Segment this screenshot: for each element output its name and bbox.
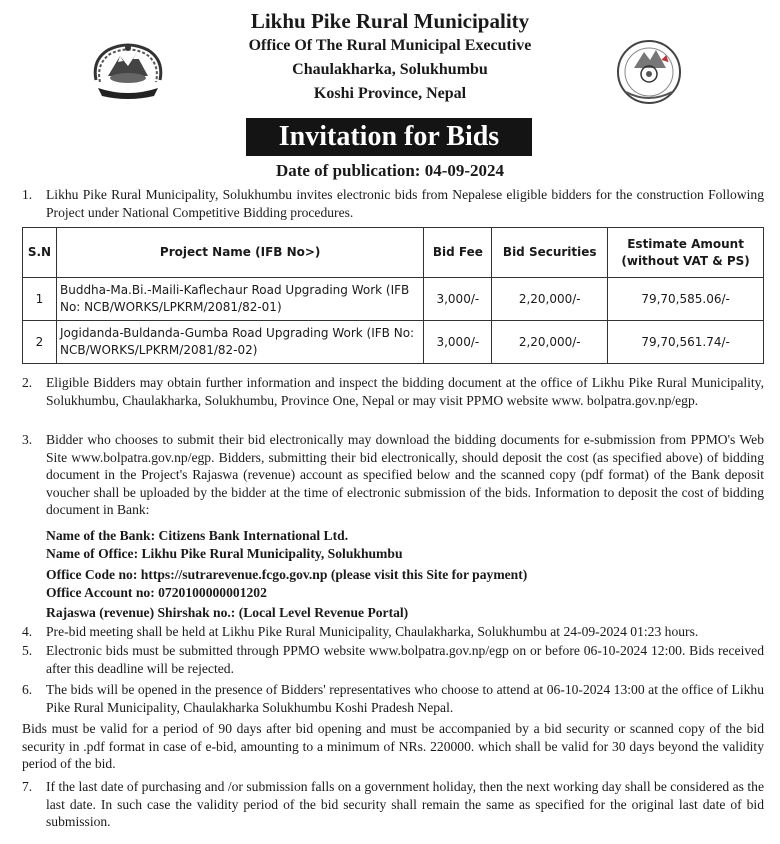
office-location: Chaulakharka, Solukhumbu (292, 61, 488, 78)
item-number: 1. (22, 187, 33, 202)
bank-account-number: Office Account no: 0720100000001202 (46, 585, 267, 600)
column-header: Project Name (IFB No>) (56, 228, 423, 278)
column-header: S.N (23, 228, 57, 278)
item-number: 7. (22, 779, 33, 794)
publication-date: Date of publication: 04-09-2024 (275, 161, 505, 180)
cell-fee: 3,000/- (424, 321, 492, 364)
cell-project: Buddha-Ma.Bi.-Maili-Kaflechaur Road Upgrading Work (IFB No: NCB/WORKS/LPKRM/2081/82-01) (56, 278, 423, 321)
cell-sn: 2 (23, 321, 57, 364)
cell-securities: 2,20,000/- (492, 278, 608, 321)
item-number: 4. (22, 624, 33, 639)
notice-title: Invitation for Bids (246, 118, 532, 156)
bid-table (22, 227, 764, 364)
item-3-text: Bidder who chooses to submit their bid electronically may download the bidding documents for e-submission from PPMO's Web Site www.bolpatra.gov.np/egp. Bidders, submitting their bid electronically, should deposit the cost (as specified above) of bidding document in the Project's Rajaswa (revenue) account as specified below and the scanned copy (pdf format) of the Bank deposit voucher shall be uploaded by the bidder at the time of electronic submission of the bids. Information to deposit the cost of bidding document in Bank: (46, 432, 764, 518)
cell-project: Jogidanda-Buldanda-Gumba Road Upgrading Work (IFB No: NCB/WORKS/LPKRM/2081/82-02) (56, 321, 423, 364)
item-number: 6. (22, 682, 33, 697)
item-number: 5. (22, 643, 33, 658)
item-7-text: If the last date of purchasing and /or submission falls on a government holiday, then the next working day shall be considered as the last date. In such case the validity period of the bid security shall remain the same as specified for the original last date of bid submission. (46, 779, 764, 830)
item-number: 3. (22, 432, 33, 447)
cell-estimate: 79,70,561.74/- (608, 321, 764, 364)
bank-office-code: Office Code no: https://sutrarevenue.fcgo.gov.np (please visit this Site for payment) (46, 567, 528, 582)
bank-name: Name of the Bank: Citizens Bank International Ltd. (46, 528, 349, 543)
item-2-text: Eligible Bidders may obtain further information and inspect the bidding document at the office of Likhu Pike Rural Municipality, Solukhumbu, Chaulakharka, Solukhumbu, Province One, Nepal or may visit PPMO website www. bolpatra.gov.np/egp. (46, 375, 764, 408)
column-header: Bid Fee (424, 228, 492, 278)
table-header-row (23, 228, 764, 278)
cell-fee: 3,000/- (424, 278, 492, 321)
bank-revenue-shirshak: Rajaswa (revenue) Shirshak no.: (Local Level Revenue Portal) (46, 605, 409, 620)
item-number: 2. (22, 375, 33, 390)
bank-office-name: Name of Office: Likhu Pike Rural Municipality, Solukhumbu (46, 546, 403, 561)
item-1-text: Likhu Pike Rural Municipality, Solukhumbu invites electronic bids from Nepalese eligible bidders for the construction Following Project under National Competitive Bidding procedures. (46, 187, 764, 220)
table-row (23, 278, 764, 321)
header (0, 8, 780, 106)
table-row (23, 321, 764, 364)
column-header: Bid Securities (492, 228, 608, 278)
province-name: Koshi Province, Nepal (313, 85, 467, 102)
office-name: Office Of The Rural Municipal Executive (248, 37, 532, 54)
item-6-text: The bids will be opened in the presence of Bidders' representatives who choose to attend at 06-10-2024 13:00 at the office of Likhu Pike Rural Municipality, Chaulakharka Solukhumbu Koshi Pradesh Nepal. (46, 682, 764, 715)
cell-estimate: 79,70,585.06/- (608, 278, 764, 321)
cell-sn: 1 (23, 278, 57, 321)
column-header: Estimate Amount (without VAT & PS) (608, 228, 764, 278)
item-4-text: Pre-bid meeting shall be held at Likhu Pike Rural Municipality, Chaulakharka, Solukhumbu at 24-09-2024 01:23 hours. (46, 624, 699, 639)
item-5-text: Electronic bids must be submitted through PPMO website www.bolpatra.gov.np/egp on or before 06-10-2024 12:00. Bids received after this deadline will be rejected. (46, 643, 764, 676)
bid-validity-text: Bids must be valid for a period of 90 days after bid opening and must be accompanied by a bid security or scanned copy of the bid security in .pdf format in case of e-bid, amounting to a minimum of NRs. 220000. which shall be valid for 30 days beyond the validity period of the bid. (22, 721, 764, 772)
municipality-name: Likhu Pike Rural Municipality (250, 9, 530, 33)
cell-securities: 2,20,000/- (492, 321, 608, 364)
